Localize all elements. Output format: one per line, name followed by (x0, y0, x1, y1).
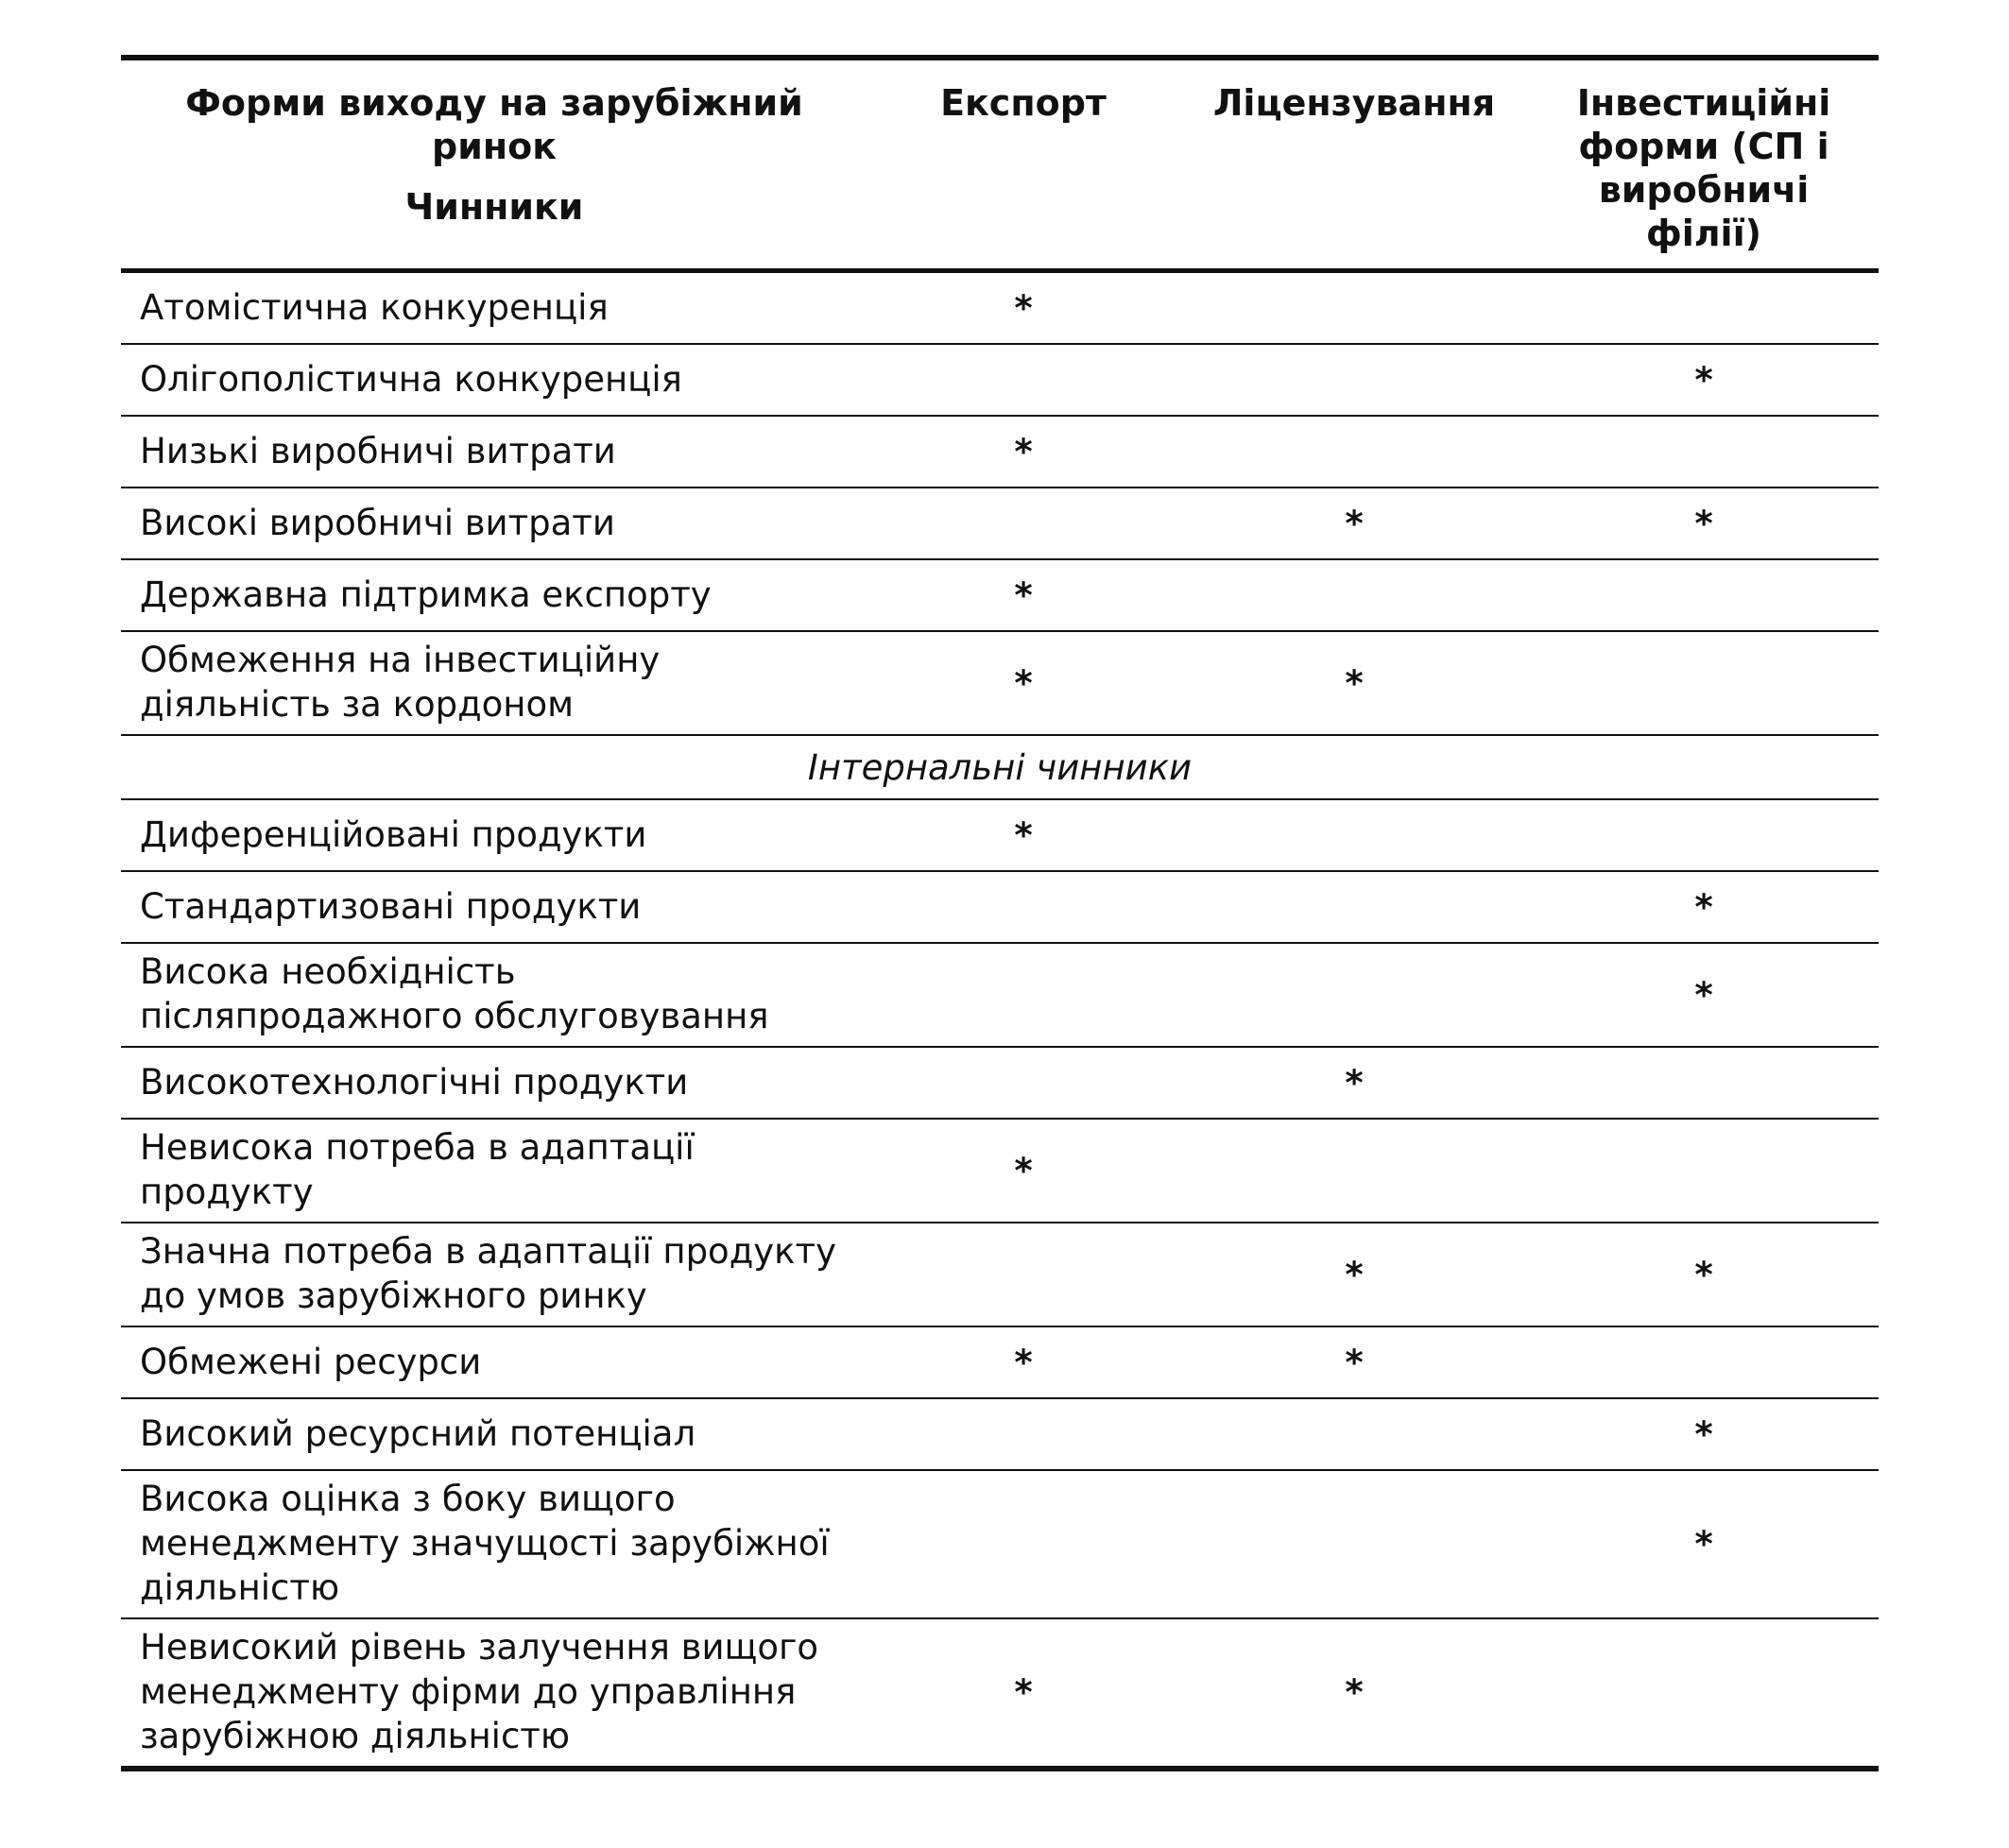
asterisk-mark: * (1694, 974, 1713, 1016)
mark-cell-licensing (1179, 1618, 1529, 1769)
table-row (121, 1119, 1879, 1223)
corner-subtitle: Чинники (404, 186, 584, 228)
mark-cell-investment (1529, 1470, 1879, 1618)
mark-cell-export (867, 1398, 1179, 1470)
column-header-export: Експорт (867, 58, 1179, 271)
factor-label: Диференційовані продукти (121, 799, 867, 871)
mark-cell-export (867, 943, 1179, 1047)
mark-cell-export (867, 799, 1179, 871)
asterisk-mark: * (1014, 814, 1033, 856)
asterisk-mark: * (1014, 1150, 1033, 1191)
mark-cell-export (867, 631, 1179, 735)
mark-cell-licensing (1179, 1326, 1529, 1398)
mark-cell-investment (1529, 871, 1879, 943)
factor-label: Значна потреба в адаптації продукту до умов зарубіжного ринку (121, 1223, 867, 1326)
asterisk-mark: * (1014, 1672, 1033, 1713)
section-heading: Інтернальні чинники (121, 735, 1879, 799)
mark-cell-export (867, 1047, 1179, 1119)
table-row (121, 488, 1879, 559)
mark-cell-export (867, 1119, 1179, 1223)
mark-cell-licensing (1179, 271, 1529, 345)
asterisk-mark: * (1345, 1342, 1364, 1383)
mark-cell-licensing (1179, 1223, 1529, 1326)
asterisk-mark: * (1345, 503, 1364, 544)
mark-cell-investment (1529, 1047, 1879, 1119)
mark-cell-licensing (1179, 416, 1529, 488)
asterisk-mark: * (1694, 359, 1713, 401)
mark-cell-licensing (1179, 1398, 1529, 1470)
asterisk-mark: * (1014, 287, 1033, 329)
table-row (121, 344, 1879, 416)
table-row (121, 1618, 1879, 1769)
mark-cell-licensing (1179, 1047, 1529, 1119)
asterisk-mark: * (1345, 1672, 1364, 1713)
mark-cell-licensing (1179, 344, 1529, 416)
mark-cell-investment (1529, 799, 1879, 871)
header-corner (121, 58, 867, 271)
asterisk-mark: * (1014, 1342, 1033, 1383)
corner-title: Форми виходу на зарубіжний ринок (185, 82, 803, 167)
factor-label: Обмежені ресурси (121, 1326, 867, 1398)
mark-cell-licensing (1179, 871, 1529, 943)
table-row (121, 416, 1879, 488)
factor-label: Високі виробничі витрати (121, 488, 867, 559)
section-row (121, 735, 1879, 799)
mark-cell-export (867, 1326, 1179, 1398)
factor-label: Висока оцінка з боку вищого менеджменту значущості зарубіжної діяльністю (121, 1470, 867, 1618)
table-row (121, 1470, 1879, 1618)
mark-cell-investment (1529, 1326, 1879, 1398)
factor-label: Стандартизовані продукти (121, 871, 867, 943)
asterisk-mark: * (1345, 662, 1364, 704)
table-row (121, 1223, 1879, 1326)
table-row (121, 631, 1879, 735)
mark-cell-investment (1529, 559, 1879, 631)
factor-label: Невисокий рівень залучення вищого менеджменту фірми до управління зарубіжною діяльністю (121, 1618, 867, 1769)
mark-cell-export (867, 271, 1179, 345)
mark-cell-licensing (1179, 1119, 1529, 1223)
mark-cell-investment (1529, 344, 1879, 416)
asterisk-mark: * (1014, 431, 1033, 472)
mark-cell-investment (1529, 1398, 1879, 1470)
asterisk-mark: * (1694, 1254, 1713, 1295)
mark-cell-investment (1529, 631, 1879, 735)
factor-label: Олігополістична конкуренція (121, 344, 867, 416)
factor-label: Обмеження на інвестиційну діяльність за кордоном (121, 631, 867, 735)
mark-cell-export (867, 871, 1179, 943)
asterisk-mark: * (1014, 662, 1033, 704)
mark-cell-investment (1529, 271, 1879, 345)
mark-cell-export (867, 1470, 1179, 1618)
table-row (121, 943, 1879, 1047)
factor-label: Атомістична конкуренція (121, 271, 867, 345)
asterisk-mark: * (1694, 886, 1713, 928)
mark-cell-investment (1529, 1223, 1879, 1326)
table-row (121, 559, 1879, 631)
mark-cell-export (867, 344, 1179, 416)
mark-cell-export (867, 559, 1179, 631)
mark-cell-export (867, 416, 1179, 488)
mark-cell-investment (1529, 416, 1879, 488)
asterisk-mark: * (1014, 574, 1033, 616)
factor-label: Високотехнологічні продукти (121, 1047, 867, 1119)
mark-cell-licensing (1179, 799, 1529, 871)
entry-modes-table (121, 55, 1879, 1771)
asterisk-mark: * (1345, 1254, 1364, 1295)
factor-label: Невисока потреба в адаптації продукту (121, 1119, 867, 1223)
mark-cell-export (867, 488, 1179, 559)
table-row (121, 799, 1879, 871)
asterisk-mark: * (1694, 503, 1713, 544)
mark-cell-investment (1529, 1618, 1879, 1769)
factor-label: Високий ресурсний потенціал (121, 1398, 867, 1470)
asterisk-mark: * (1345, 1062, 1364, 1104)
factor-label: Висока необхідність післяпродажного обслуговування (121, 943, 867, 1047)
factor-label: Низькі виробничі витрати (121, 416, 867, 488)
mark-cell-licensing (1179, 488, 1529, 559)
table-row (121, 1326, 1879, 1398)
factor-label: Державна підтримка експорту (121, 559, 867, 631)
mark-cell-investment (1529, 943, 1879, 1047)
mark-cell-export (867, 1618, 1179, 1769)
table-row (121, 1047, 1879, 1119)
table-row (121, 871, 1879, 943)
mark-cell-export (867, 1223, 1179, 1326)
column-header-licensing: Ліцензування (1179, 58, 1529, 271)
mark-cell-investment (1529, 1119, 1879, 1223)
asterisk-mark: * (1694, 1524, 1713, 1565)
mark-cell-licensing (1179, 943, 1529, 1047)
asterisk-mark: * (1694, 1413, 1713, 1455)
mark-cell-investment (1529, 488, 1879, 559)
column-header-investment: Інвестиційні форми (СП і виробничі філії) (1529, 58, 1879, 271)
mark-cell-licensing (1179, 559, 1529, 631)
mark-cell-licensing (1179, 1470, 1529, 1618)
table-row (121, 1398, 1879, 1470)
table-row (121, 271, 1879, 345)
table-header (121, 58, 1879, 271)
mark-cell-licensing (1179, 631, 1529, 735)
header-row (121, 58, 1879, 271)
table-body (121, 271, 1879, 1770)
